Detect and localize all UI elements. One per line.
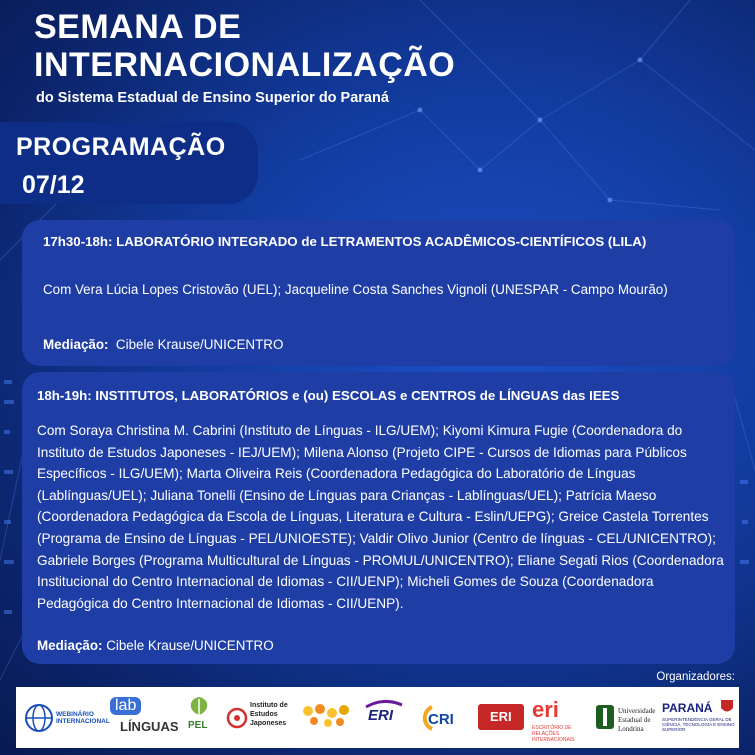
parana-text: PARANÁ <box>662 701 713 715</box>
session-1-mediation-value: Cibele Krause/UNICENTRO <box>108 337 284 352</box>
eri-logo-1 <box>358 687 412 748</box>
event-title-line2: INTERNACIONALIZAÇÃO <box>34 46 456 84</box>
parana-subtext: SUPERINTENDÊNCIA GERAL DE CIÊNCIA, TECNOLOGIA E ENSINO SUPERIOR <box>662 717 735 732</box>
cri-logo <box>414 687 474 748</box>
parana-crest-icon <box>720 699 734 715</box>
event-title-line1: SEMANA DE <box>34 8 242 46</box>
eri-3-text: eri <box>532 697 559 722</box>
event-title <box>34 8 455 84</box>
session-2-mediation-value: Cibele Krause/UNICENTRO <box>102 638 274 653</box>
session-1-mediation-label: Mediação: <box>43 337 109 352</box>
organizers-logo-strip <box>16 687 739 748</box>
eri-logo-2 <box>476 687 528 748</box>
iej-text: Instituto de Estudos Japoneses <box>250 702 288 727</box>
lablinguas-linguas-text: LÍNGUAS <box>120 719 179 734</box>
globe-icon <box>24 703 54 733</box>
eri-2-text: ERI <box>490 709 512 724</box>
lila-logo <box>298 687 354 748</box>
event-subtitle: do Sistema Estadual de Ensino Superior do Paraná <box>36 90 389 106</box>
uel-text: Universidade Estadual de Londrina <box>618 707 656 733</box>
organizers-label: Organizadores: <box>656 671 735 683</box>
session-card-2 <box>22 372 735 664</box>
lablinguas-lab-text: lab <box>110 697 141 715</box>
session-2-mediation <box>37 637 274 656</box>
leaf-icon <box>184 695 214 717</box>
uel-logo <box>594 687 660 748</box>
iej-logo <box>226 687 296 748</box>
lablinguas-logo <box>108 687 179 748</box>
session-card-1 <box>22 220 735 366</box>
pel-text: PEL <box>188 720 208 731</box>
cri-text: CRI <box>428 711 454 728</box>
iej-circle-icon <box>226 707 248 729</box>
uel-emblem-icon <box>594 703 616 731</box>
programacao-label: PROGRAMAÇÃO <box>16 133 226 161</box>
session-1-heading: 17h30-18h: LABORATÓRIO INTEGRADO de LETRAMENTOS ACADÊMICOS-CIENTÍFICOS (LILA) <box>43 234 647 249</box>
eri-logo-3 <box>530 687 590 748</box>
parana-logo <box>662 687 738 748</box>
session-2-speakers: Com Soraya Christina M. Cabrini (Instituto de Línguas - ILG/UEM); Kiyomi Kimura Fugie (Coordenadora do Instituto de Estudos Japoneses - IEJ/UEM); Milena Alonso (Projeto CIPE - Cursos de Idiomas para Públicos Específicos - ILG/UEM); Marta Oliveira Reis (Coordenadora Pedagógica do Laboratório de Línguas (Lablínguas/UEL); Juliana Tonelli (Ensino de Línguas para Crianças - Lablínguas/UEL); Patrícia Maeso (Coordenadora Pedagógica da Escola de Línguas, Literatura e Cultura - Eslin/UEPG); Greice Castela Torrentes (Programa de Ensino de Línguas - PEL/UNIOESTE); Valdir Olivo Junior (Centro de línguas - CEL/UNICENTRO); Gabriele Borges (Programa Multicultural de Línguas - PROMUL/UNICENTRO); Eliane Segati Rios (Coordenadora Institucional do Centro Internacional de Idiomas - CII/UENP); Micheli Gomes de Souza (Coordenadora Pedagógica do Centro Internacional de Idiomas - CII/UENP). <box>37 423 724 611</box>
session-2-mediation-label: Mediação: <box>37 638 103 653</box>
session-2-heading: 18h-19h: INSTITUTOS, LABORATÓRIOS e (ou) ESCOLAS e CENTROS de LÍNGUAS das IEES <box>37 388 620 403</box>
eri-1-text: ERI <box>368 707 394 724</box>
session-1-speakers: Com Vera Lúcia Lopes Cristovão (UEL); Jacqueline Costa Sanches Vignoli (UNESPAR - Campo Mourão) <box>43 282 668 297</box>
eri-3-subtext: ESCRITÓRIO DE RELAÇÕES INTERNACIONAIS <box>532 725 575 743</box>
session-1-mediation <box>43 336 283 355</box>
webinario-logo <box>22 687 110 748</box>
programacao-date: 07/12 <box>22 171 85 199</box>
colorful-dots-icon <box>300 701 350 731</box>
webinario-text: WEBINÁRIO INTERNACIONAL <box>56 711 110 725</box>
pel-logo <box>174 687 224 748</box>
